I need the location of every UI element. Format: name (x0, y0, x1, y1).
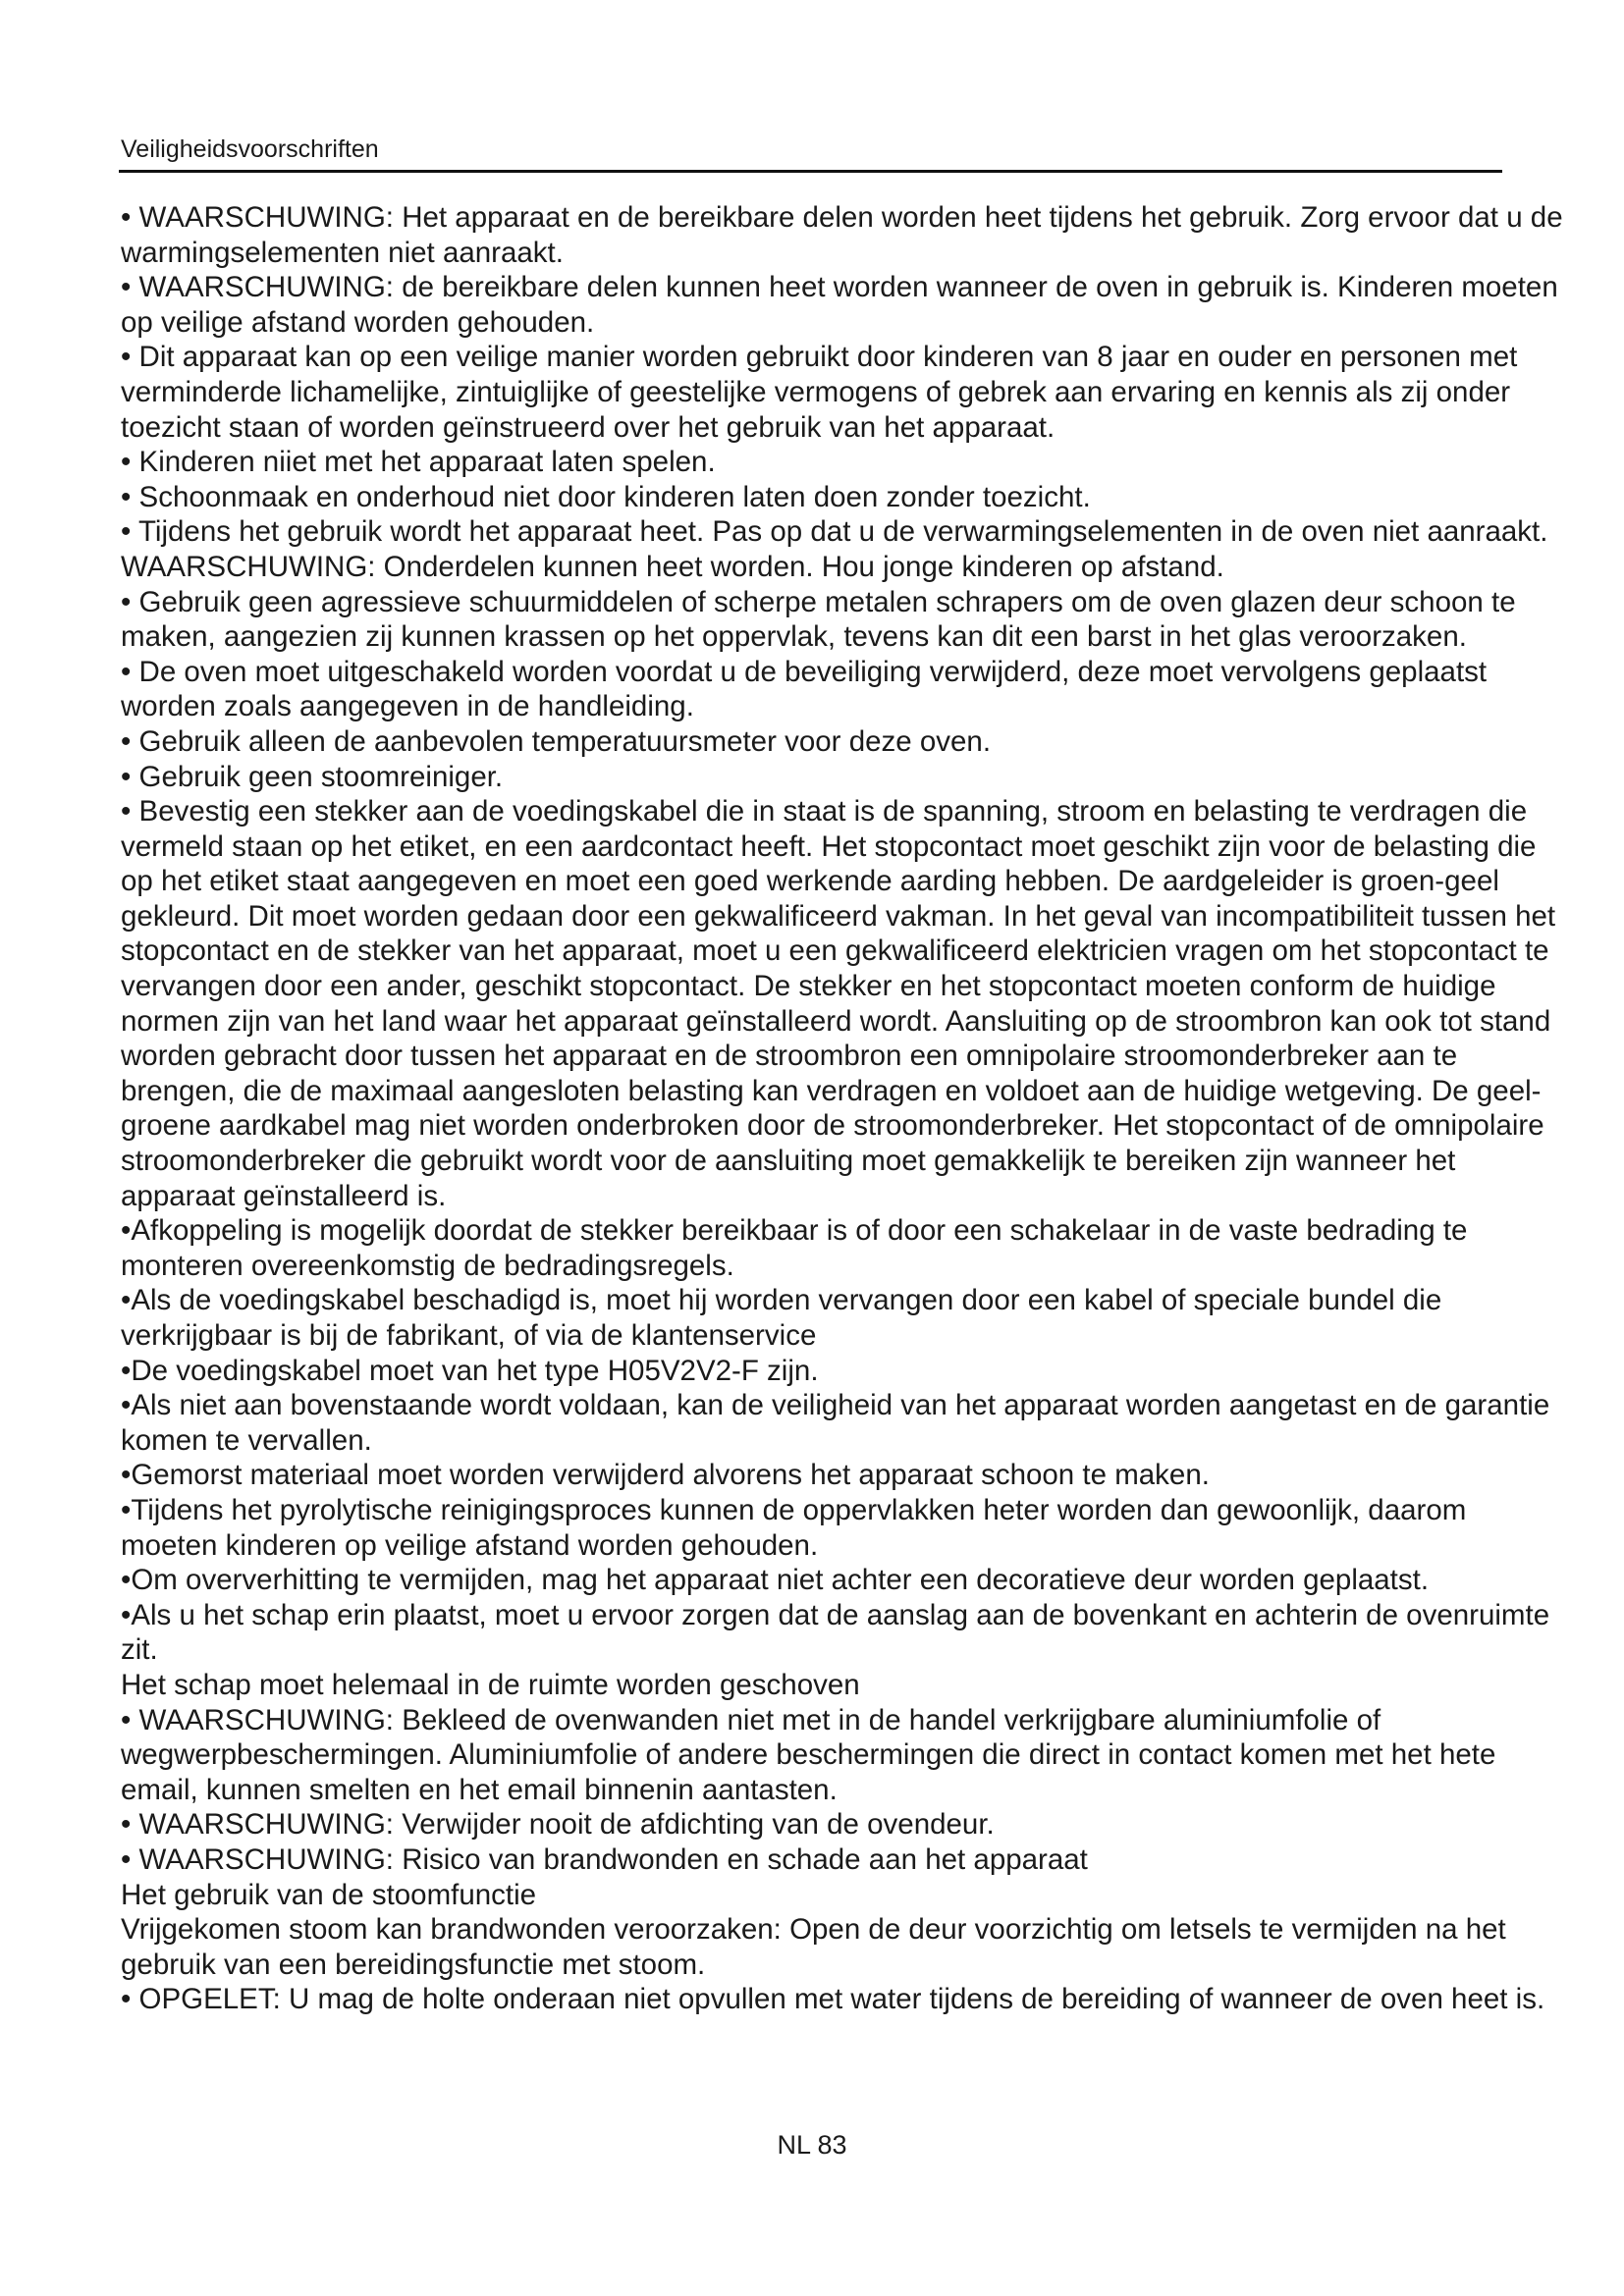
paragraph: •Om oververhitting te vermijden, mag het apparaat niet achter een decoratieve deur worden geplaatst. (121, 1564, 1430, 1597)
paragraph: • Gebruik alleen de aanbevolen temperatuursmeter voor deze oven. (121, 724, 992, 758)
page-number: NL 83 (777, 2130, 847, 2160)
paragraph: • Dit apparaat kan op een veilige manier worden gebruikt door kinderen van 8 jaar en ouder en personen met verminderde lichamelijke, zintuiglijke of geestelijke vermogens of gebrek aan ervaring en kennis als zij onder toezicht staan of worden geïnstrueerd over het gebruik van het apparaat. (121, 341, 1518, 444)
paragraph: • WAARSCHUWING: Het apparaat en de bereikbare delen worden heet tijdens het gebruik. Zorg ervoor dat u de warmingselementen niet aanraakt. (121, 201, 1563, 269)
paragraph: • WAARSCHUWING: Risico van brandwonden en schade aan het apparaat (121, 1842, 1088, 1876)
paragraph: •Als de voedingskabel beschadigd is, moet hij worden vervangen door een kabel of speciale bundel die verkrijgbaar is bij de fabrikant, of via de klantenservice (121, 1284, 1442, 1352)
paragraph: • OPGELET: U mag de holte onderaan niet opvullen met water tijdens de bereiding of wanneer de oven heet is. (121, 1983, 1545, 2016)
paragraph: • Gebruik geen stoomreiniger. (121, 760, 504, 793)
paragraph: • WAARSCHUWING: Verwijder nooit de afdichting van de ovendeur. (121, 1808, 995, 1842)
paragraph: • Kinderen niiet met het apparaat laten spelen. (121, 446, 716, 479)
safety-instructions-body (121, 200, 1564, 2017)
paragraph: •De voedingskabel moet van het type H05V2V2-F zijn. (121, 1354, 819, 1387)
paragraph: • WAARSCHUWING: de bereikbare delen kunnen heet worden wanneer de oven in gebruik is. Kinderen moeten op veilige afstand worden gehouden. (121, 271, 1558, 339)
paragraph: •Gemorst materiaal moet worden verwijderd alvorens het apparaat schoon te maken. (121, 1459, 1210, 1492)
paragraph: • WAARSCHUWING: Bekleed de ovenwanden niet met in de handel verkrijgbare aluminiumfolie of wegwerpbeschermingen. Aluminiumfolie of andere beschermingen die direct in contact komen met het hete email, kunnen smelten en het email binnenin aantasten. (121, 1703, 1496, 1806)
paragraph: •Tijdens het pyrolytische reinigingsproces kunnen de oppervlakken heter worden dan gewoonlijk, daarom moeten kinderen op veilige afstand worden gehouden. (121, 1493, 1467, 1562)
paragraph: Het gebruik van de stoomfunctie (121, 1878, 537, 1911)
paragraph: Vrijgekomen stoom kan brandwonden veroorzaken: Open de deur voorzichtig om letsels te vermijden na het gebruik van een bereidingsfunctie met stoom. (121, 1913, 1506, 1981)
paragraph: •Als niet aan bovenstaande wordt voldaan, kan de veiligheid van het apparaat worden aangetast en de garantie komen te vervallen. (121, 1389, 1550, 1457)
paragraph: • Bevestig een stekker aan de voedingskabel die in staat is de spanning, stroom en belasting te verdragen die vermeld staan op het etiket, en een aardcontact heeft. Het stopcontact moet geschikt zijn voor de belasting die op het etiket staat aangegeven en moet een goed werkende aarding hebben. De aardgeleider is groen-geel gekleurd. Dit moet worden gedaan door een gekwalificeerd vakman. In het geval van incompatibiliteit tussen het stopcontact en de stekker van het apparaat, moet u een gekwalificeerd elektricien vragen om het stopcontact te vervangen door een ander, geschikt stopcontact. De stekker en het stopcontact moeten conform de huidige normen zijn van het land waar het apparaat geïnstalleerd wordt. Aansluiting op de stroombron kan ook tot stand worden gebracht door tussen het apparaat en de stroombron een omnipolaire stroomonderbreker aan te brengen, die de maximaal aangesloten belasting kan verdragen en voldoet aan de huidige wetgeving. De geel-groene aardkabel mag niet worden onderbroken door de stroomonderbreker. Het stopcontact of de omnipolaire stroomonderbreker die gebruikt wordt voor de aansluiting moet gemakkelijk te bereiken zijn wanneer het apparaat geïnstalleerd is. (121, 795, 1556, 1212)
paragraph: WAARSCHUWING: Onderdelen kunnen heet worden. Hou jonge kinderen op afstand. (121, 550, 1224, 583)
paragraph: • Schoonmaak en onderhoud niet door kinderen laten doen zonder toezicht. (121, 480, 1091, 513)
paragraph: • De oven moet uitgeschakeld worden voordat u de beveiliging verwijderd, deze moet vervolgens geplaatst worden zoals aangegeven in de handleiding. (121, 655, 1488, 723)
paragraph: •Als u het schap erin plaatst, moet u ervoor zorgen dat de aanslag aan de bovenkant en achterin de ovenruimte zit. (121, 1598, 1550, 1667)
section-title: Veiligheidsvoorschriften (121, 135, 379, 163)
header-divider (119, 170, 1502, 173)
paragraph: Het schap moet helemaal in de ruimte worden geschoven (121, 1668, 860, 1701)
paragraph: • Gebruik geen agressieve schuurmiddelen of scherpe metalen schrapers om de oven glazen deur schoon te maken, aangezien zij kunnen krassen op het oppervlak, tevens kan dit een barst in het glas veroorzaken. (121, 585, 1516, 654)
paragraph: • Tijdens het gebruik wordt het apparaat heet. Pas op dat u de verwarmingselementen in de oven niet aanraakt. (121, 515, 1548, 549)
paragraph: •Afkoppeling is mogelijk doordat de stekker bereikbaar is of door een schakelaar in de vaste bedrading te monteren overeenkomstig de bedradingsregels. (121, 1214, 1468, 1282)
